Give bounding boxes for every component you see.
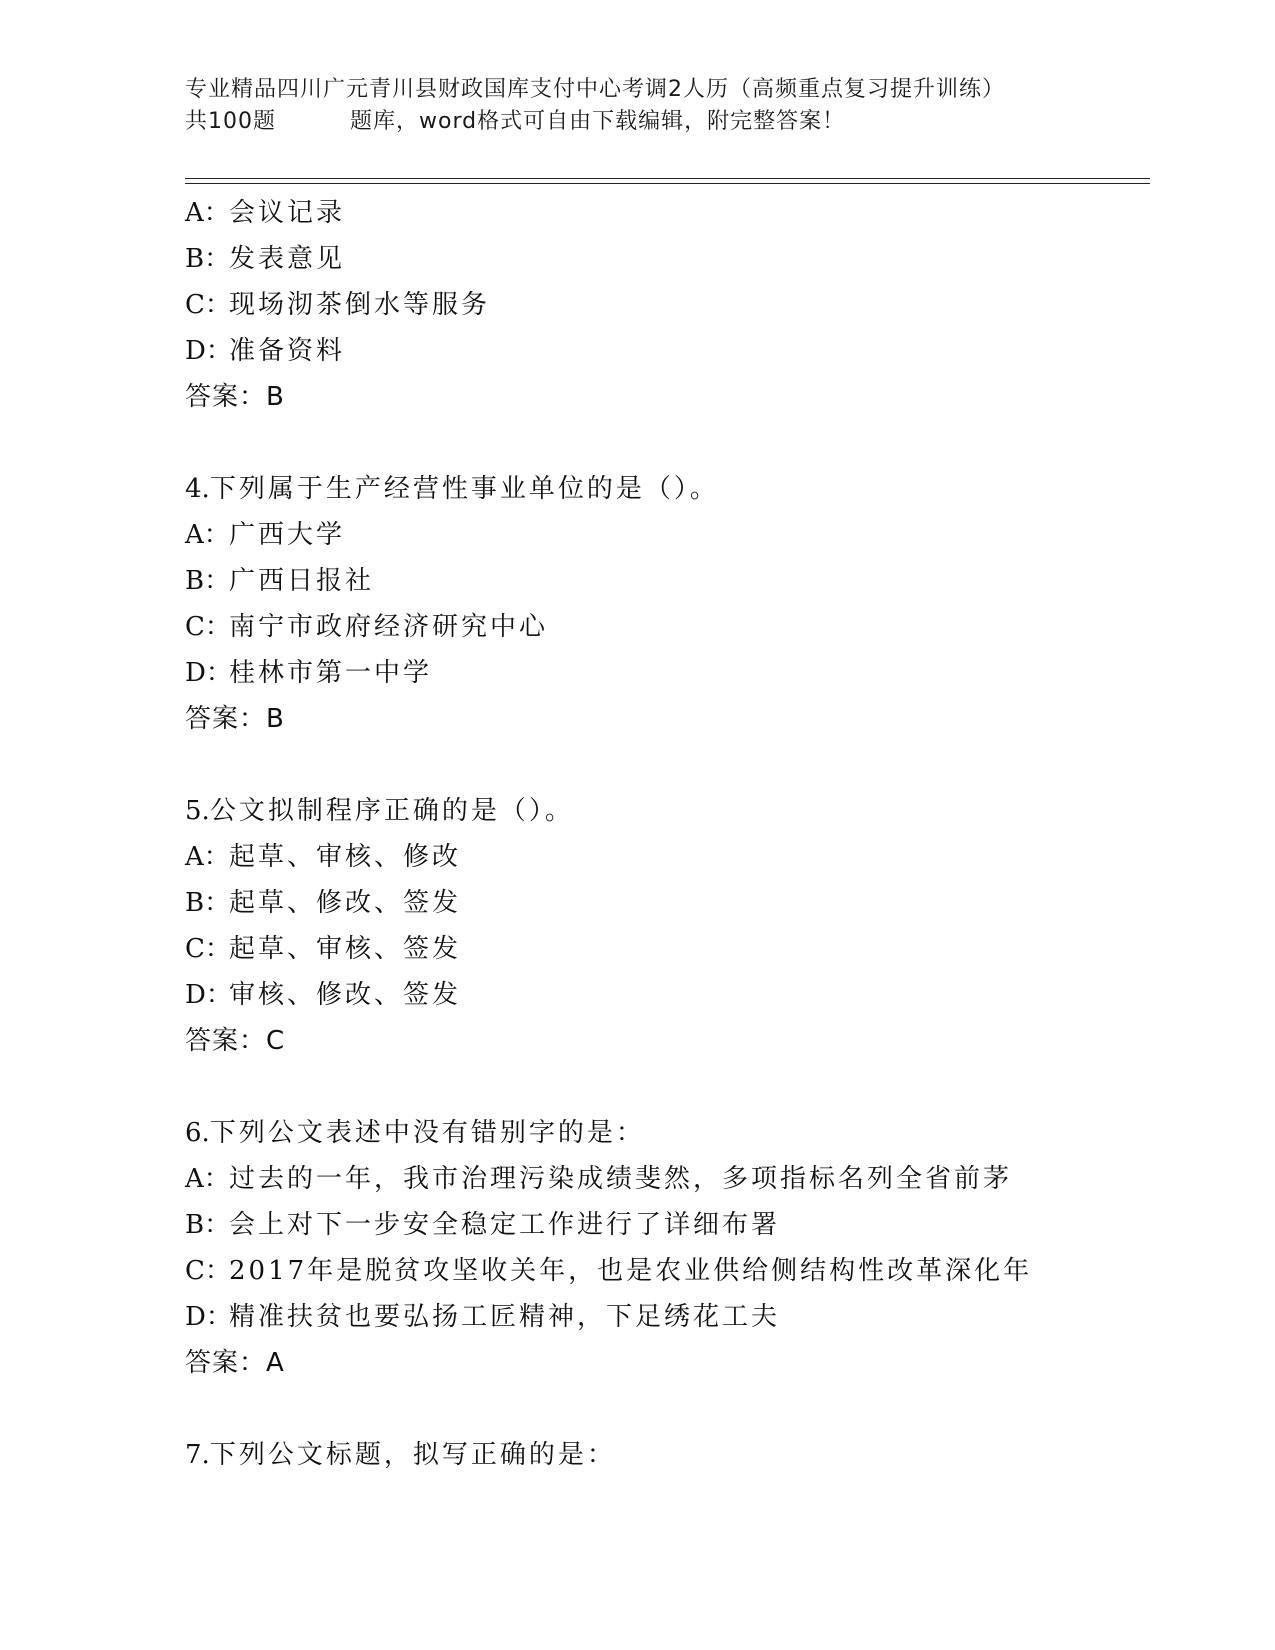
question-list [185, 190, 1085, 1478]
header-divider-top [185, 178, 1150, 179]
option-a: A：过去的一年，我市治理污染成绩斐然，多项指标名列全省前茅 [185, 1164, 1013, 1194]
option-c: C：2017年是脱贫攻坚收关年，也是农业供给侧结构性改革深化年 [185, 1256, 1033, 1286]
option-b: B：广西日报社 [185, 566, 375, 596]
question-block-6 [185, 1110, 1085, 1386]
option-a: A：会议记录 [185, 198, 346, 228]
question-text: 6.下列公文表述中没有错别字的是： [185, 1118, 645, 1148]
question-text: 4.下列属于生产经营性事业单位的是（）。 [185, 474, 719, 504]
option-c: C：南宁市政府经济研究中心 [185, 612, 549, 642]
answer-line: 答案：B [185, 382, 285, 412]
option-d: D：桂林市第一中学 [185, 658, 433, 688]
question-block-5 [185, 788, 1085, 1064]
option-d: D：准备资料 [185, 336, 346, 366]
option-a: A：起草、审核、修改 [185, 842, 462, 872]
header-description: 题库，word格式可自由下载编辑，附完整答案！ [350, 109, 846, 134]
option-b: B：起草、修改、签发 [185, 888, 462, 918]
question-text: 5.公文拟制程序正确的是（）。 [185, 796, 574, 826]
option-b: B：发表意见 [185, 244, 346, 274]
option-d: D：审核、修改、签发 [185, 980, 462, 1010]
question-block-7 [185, 1432, 1085, 1478]
answer-line: 答案：C [185, 1026, 286, 1056]
answer-line: 答案：A [185, 1348, 285, 1378]
header-divider-bottom [185, 183, 1150, 184]
option-c: C：起草、审核、签发 [185, 934, 462, 964]
option-d: D：精准扶贫也要弘扬工匠精神，下足绣花工夫 [185, 1302, 781, 1332]
header-question-count: 共100题 [185, 109, 276, 134]
document-header [185, 74, 1085, 138]
option-b: B：会上对下一步安全稳定工作进行了详细布署 [185, 1210, 781, 1240]
option-c: C：现场沏茶倒水等服务 [185, 290, 491, 320]
header-subtitle-line [185, 106, 1085, 138]
question-text: 7.下列公文标题，拟写正确的是： [185, 1440, 616, 1470]
answer-line: 答案：B [185, 704, 285, 734]
question-block-4 [185, 466, 1085, 742]
question-block-partial [185, 190, 1085, 420]
option-a: A：广西大学 [185, 520, 346, 550]
header-title-line: 专业精品四川广元青川县财政国库支付中心考调2人历（高频重点复习提升训练） [185, 77, 1005, 102]
